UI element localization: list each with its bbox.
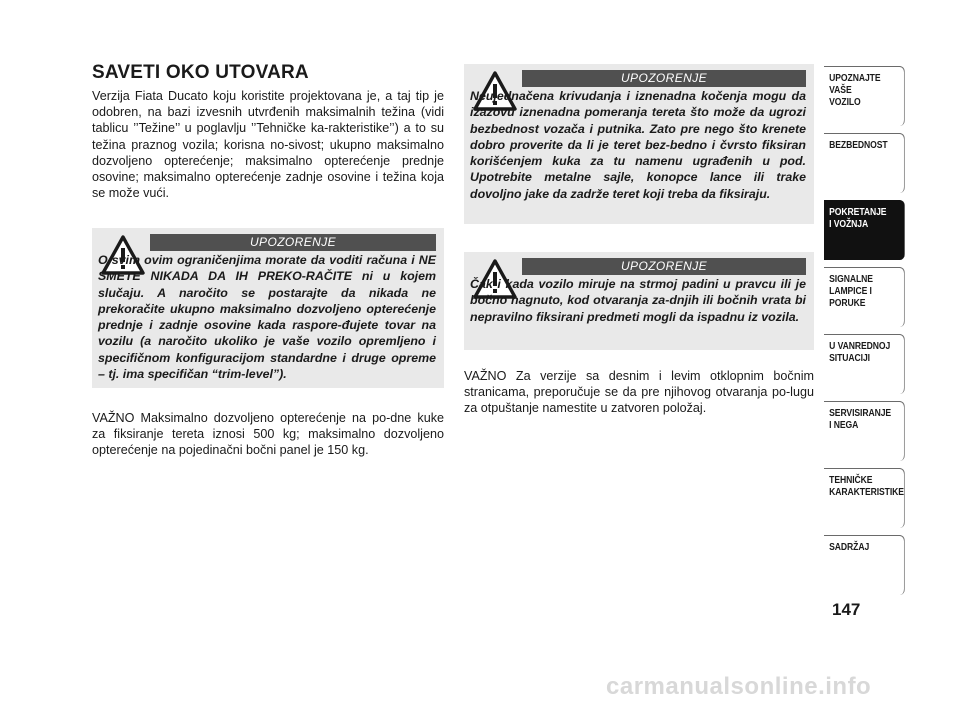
tab-pokretanje-i-voznja[interactable]: POKRETANJE I VOŽNJA (824, 200, 905, 260)
tab-servisiranje-i-nega[interactable]: SERVISIRANJE I NEGA (824, 401, 905, 461)
tab-bezbednost[interactable]: BEZBEDNOST (824, 133, 905, 193)
page-title: SAVETI OKO UTOVARA (92, 62, 309, 83)
warning-text: O svim ovim ograničenjima morate da voditi računa i NE SMETE NIKADA DA IH PREKO-RAČITE ni u kojem slučaju. A naročito se postarajte da nikada ne prekoračite ukupno maksimalno dozvoljeno opterećenje prednje i zadnje osovine kada raspore-đujete tovar na vozilu (a naročito ukoliko je vaše vozilo opremljeno i specifičnom konfiguracijom standardne i druge opreme – tj. ima specifičan “trim-level”). (98, 253, 436, 382)
site-watermark: carmanualsonline.info (606, 673, 872, 700)
warning-text: Neujednačena krivudanja i iznenadna kočenja mogu da izazovu iznenadna pomeranja tereta što može da ugrozi bezbednost vozača i putnika. Zato pre nego što krenete dobro proverite da li je teret bez-bedno i čvrsto fiksiran korišćenjem kuka za tu namenu ugrađenih u pod. Upotrebite metalne sajle, konopce lance ili trake dovoljno jake da zadrže teret koji treba da fiksiraju. (470, 89, 806, 201)
warning-box-load-limits (92, 228, 444, 388)
right-note-paragraph: VAŽNO Za verzije sa desnim i levim otklopnim bočnim stranicama, preporučuje se da pre njihovog otvaranja po-lugu za otpuštanje namestite u zatvoren položaj. (464, 369, 814, 416)
warning-box-cargo-shift (464, 64, 814, 224)
note-paragraph: VAŽNO Maksimalno dozvoljeno opterećenje na po-dne kuke za fiksiranje tereta iznosi 500 kg; maksimalno dozvoljeno opterećenje na pojedinačni bočni panel je 150 kg. (92, 411, 444, 458)
tab-upoznajte-vase-vozilo[interactable]: UPOZNAJTE VAŠE VOZILO (824, 66, 905, 126)
warning-header: UPOZORENJE (522, 70, 806, 87)
tab-signalne-lampice[interactable]: SIGNALNE LAMPICE I PORUKE (824, 267, 905, 327)
intro-paragraph: Verzija Fiata Ducato koju koristite projektovana je, a taj tip je odobren, na bazi izvesnih utvrđenih maksimalnih težina (vidi tablicu ’’Težine’’ u poglavlju ’’Tehničke ka-rakteristike’’) a to su težina praznog vozila; korisna no-sivost; ukupno maksimalno dozvoljeno opterećenje; maksimalno opterećenje prednje osovine; maksimalno opterećenje zadnje osovine i težina koja se može vući. (92, 89, 444, 201)
tab-tehnicke-karakteristike[interactable]: TEHNIČKE KARAKTERISTIKE (824, 468, 905, 528)
warning-text: Čak i kada vozilo miruje na strmoj padini u pravcu ili je bočno nagnuto, kod otvaranja za-dnjih ili bočnih vrata bi nepravilno fiksirani predmeti mogli da ispadnu iz vozila. (470, 277, 806, 324)
tab-sadrzaj[interactable]: SADRŽAJ (824, 535, 905, 595)
page-number: 147 (832, 600, 861, 619)
tab-u-vanrednoj-situaciji[interactable]: U VANREDNOJ SITUACIJI (824, 334, 905, 394)
warning-header: UPOZORENJE (150, 234, 436, 251)
warning-box-slope-doors (464, 252, 814, 350)
warning-header: UPOZORENJE (522, 258, 806, 275)
